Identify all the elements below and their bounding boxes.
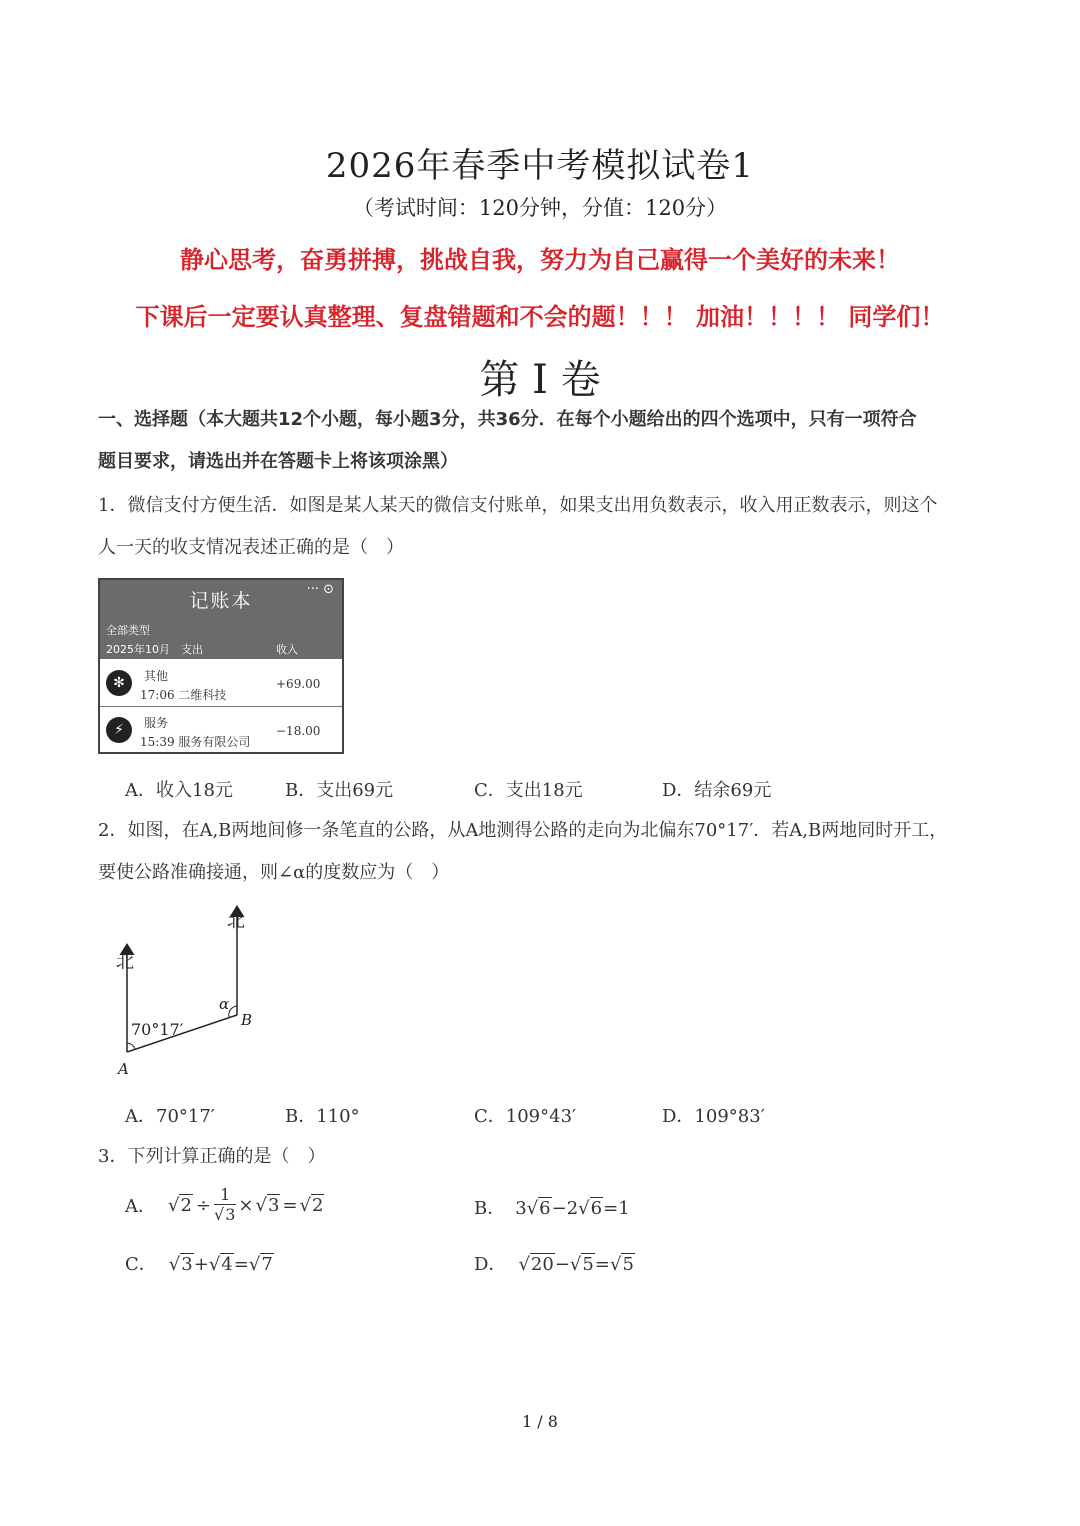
- alpha-label: α: [219, 995, 230, 1013]
- ledger-row-detail: 15:39 服务有限公司: [140, 735, 251, 749]
- slogan-line-1: 静心思考，奋勇拼搏，挑战自我，努力为自己赢得一个美好的未来！: [180, 246, 900, 274]
- point-b-label: B: [241, 1011, 253, 1029]
- ledger-image: [98, 578, 344, 754]
- ledger-row-amount: −18.00: [276, 724, 321, 738]
- other-category-icon: ✻: [106, 670, 132, 696]
- ledger-row-amount: +69.00: [276, 677, 321, 691]
- north-label-a: 北: [116, 952, 134, 973]
- q1-stem-line-1: 1．微信支付方便生活．如图是某人某天的微信支付账单，如果支出用负数表示，收入用正数表示，则这个: [98, 495, 938, 516]
- q2-option-a: A．70°17′: [125, 1106, 215, 1127]
- angle-arc-a: [127, 1043, 135, 1049]
- q3-stem: 3．下列计算正确的是（ ）: [98, 1146, 326, 1167]
- q3-option-b: B． 3√6−2√6=1: [474, 1198, 630, 1219]
- q3-option-c: C． √3+√4=√7: [125, 1254, 273, 1275]
- q1-option-c: C．支出18元: [474, 780, 583, 801]
- q2-figure: [100, 905, 280, 1085]
- q2-option-b: B．110°: [285, 1106, 360, 1127]
- ledger-row-category: 其他: [144, 669, 169, 683]
- page-number: 1 / 8: [522, 1412, 558, 1431]
- q2-stem-line-2: 要使公路准确接通，则∠α的度数应为（ ）: [98, 862, 450, 883]
- ledger-title: 记账本: [189, 590, 253, 612]
- volume-heading: 第 I 卷: [479, 357, 601, 403]
- service-category-icon: ⚡: [106, 717, 132, 743]
- q1-option-b: B．支出69元: [285, 780, 394, 801]
- q2-stem-line-1: 2．如图，在A,B两地间修一条笔直的公路，从A地测得公路的走向为北偏东70°17′．若A,B两地同时开工，: [98, 820, 948, 841]
- ledger-income-label: 收入: [276, 643, 298, 656]
- section-heading-line-1: 一、选择题（本大题共12个小题，每小题3分，共36分．在每个小题给出的四个选项中，只有一项符合: [98, 409, 917, 430]
- q3-option-a: A． √ 2 ÷ $\frac{1}{√3}$ × √ 3 = √ 2: [125, 1185, 324, 1224]
- q1-option-d: D．结余69元: [662, 780, 772, 801]
- q2-option-d: D．109°83′: [662, 1106, 765, 1127]
- q1-option-a: A．收入18元: [125, 780, 233, 801]
- fraction: $\frac{1}{√3}$: [214, 1185, 236, 1224]
- point-a-label: A: [118, 1060, 129, 1078]
- ledger-row-detail: 17:06 二维科技: [140, 688, 227, 702]
- q3-option-d: D． √20−√5=√5: [474, 1254, 634, 1275]
- section-heading-line-2: 题目要求，请选出并在答题卡上将该项涂黑）: [98, 451, 458, 472]
- ledger-header: [100, 580, 342, 659]
- north-label-b: 北: [227, 911, 245, 932]
- angle-label: 70°17′: [131, 1020, 184, 1039]
- ledger-row-category: 服务: [144, 716, 169, 730]
- page-title: 2026年春季中考模拟试卷1: [325, 146, 755, 186]
- ledger-row: [100, 660, 342, 707]
- slogan-line-2: 下课后一定要认真整理、复盘错题和不会的题！！！ 加油！！！！ 同学们！: [135, 303, 945, 331]
- ledger-type-label: 全部类型: [106, 624, 150, 637]
- ledger-row: [100, 707, 342, 753]
- exam-info: （考试时间：120分钟，分值：120分）: [352, 196, 728, 220]
- ledger-month: 2025年10月 支出: [106, 643, 203, 656]
- q1-stem-line-2: 人一天的收支情况表述正确的是（ ）: [98, 537, 404, 558]
- q2-option-c: C．109°43′: [474, 1106, 577, 1127]
- more-icon: ··· ⊙: [306, 582, 334, 597]
